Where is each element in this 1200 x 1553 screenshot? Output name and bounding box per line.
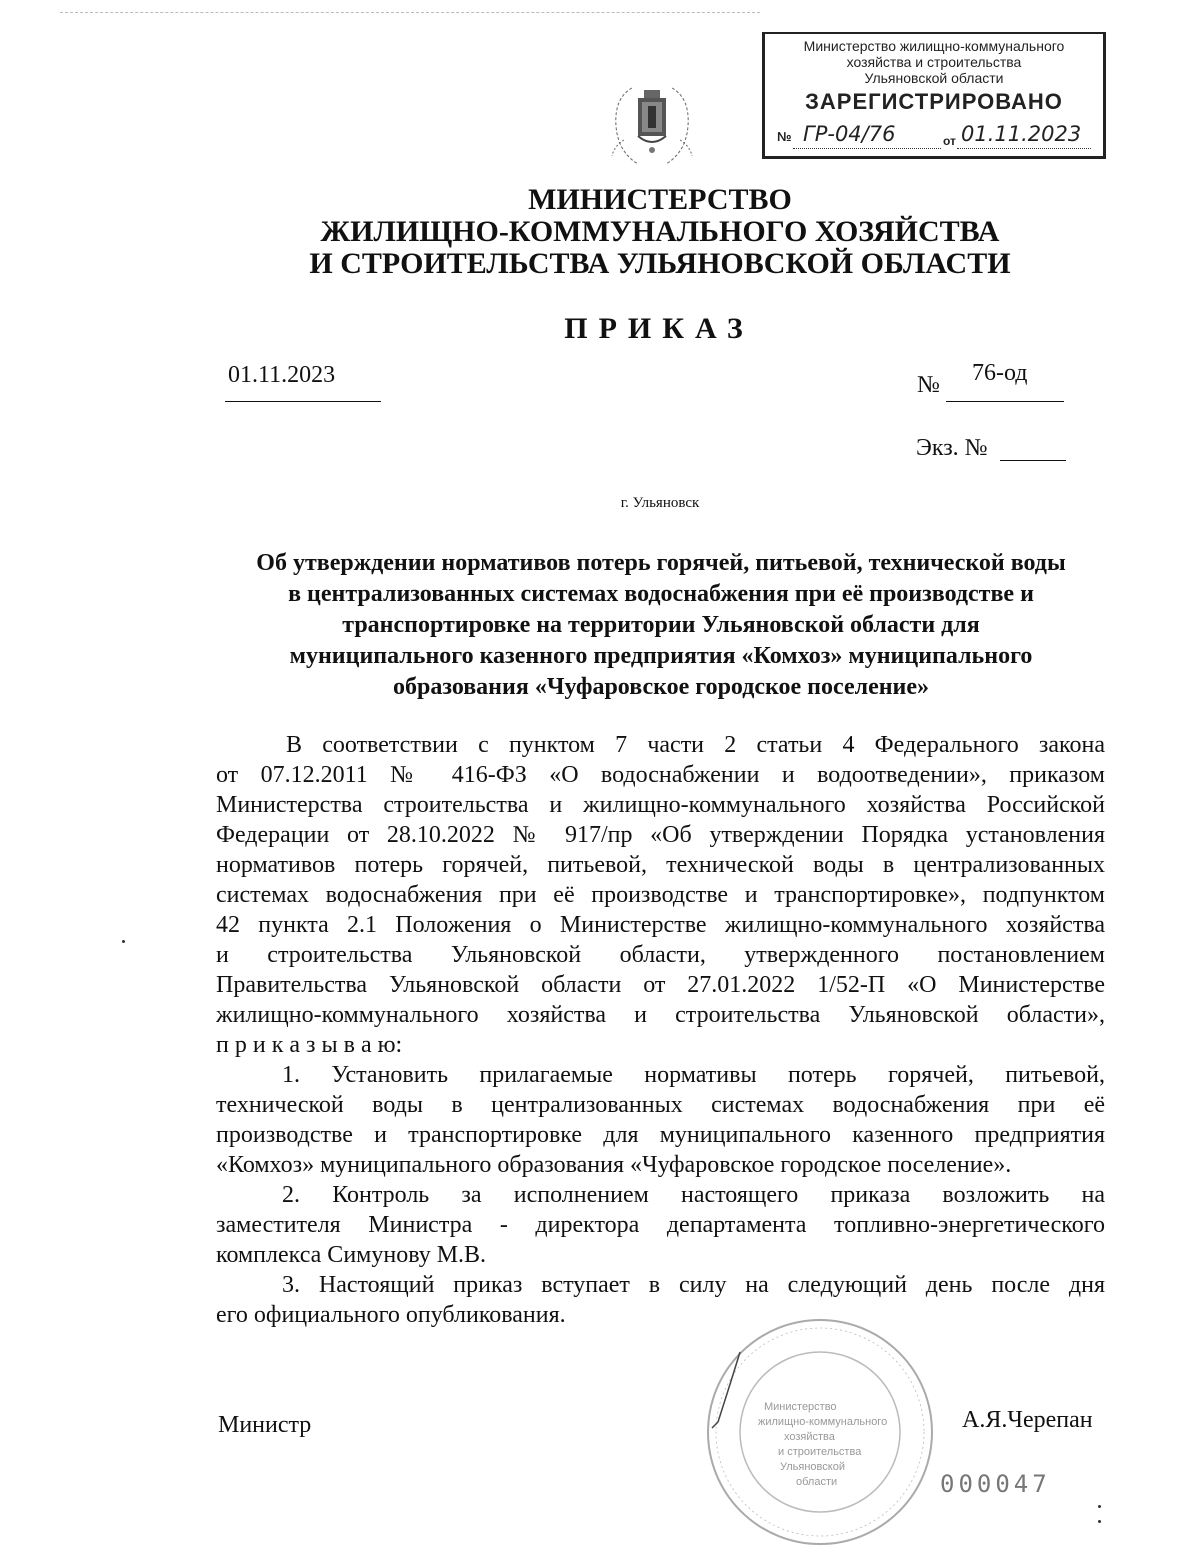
item-1-line-1: 1. Установить прилагаемые нормативы потерь горячей, питьевой,	[282, 1062, 1105, 1088]
item-2-line-1: 2. Контроль за исполнением настоящего приказа возложить на	[282, 1182, 1105, 1208]
stamp-date-underline	[957, 148, 1091, 149]
copy-number-label: Экз. №	[916, 435, 988, 461]
item-3-line-1: 3. Настоящий приказ вступает в силу на следующий день после дня	[282, 1272, 1105, 1298]
seal-center-line-3: хозяйства	[784, 1431, 835, 1443]
ministry-name-line-2: ЖИЛИЩНО-КОММУНАЛЬНОГО ХОЗЯЙСТВА	[320, 215, 1000, 248]
seal-center-line-2: жилищно-коммунального	[758, 1416, 888, 1428]
stamp-line-1: Министерство жилищно-коммунального	[803, 38, 1065, 54]
ministry-name-line-3: И СТРОИТЕЛЬСТВА УЛЬЯНОВСКОЙ ОБЛАСТИ	[309, 247, 1011, 280]
item-3-line-2: его официального опубликования.	[216, 1302, 566, 1328]
seal-center-line-1: Министерство	[764, 1401, 837, 1413]
title-line-5: образования «Чуфаровское городское поселение»	[392, 674, 930, 700]
stamp-number-underline	[793, 148, 941, 149]
item-2-line-2: заместителя Министра - директора департамента топливно-энергетического	[216, 1212, 1105, 1238]
stamp-line-3: Ульяновской области	[864, 70, 1004, 86]
scan-speck	[1098, 1505, 1101, 1508]
seal-center-line-5: Ульяновской	[780, 1461, 845, 1473]
signature-stroke-tail	[712, 1422, 718, 1428]
stamp-date-value: 01.11.2023	[961, 122, 1082, 146]
signature-stroke	[718, 1352, 740, 1422]
signer-name: А.Я.Черепан	[962, 1407, 1093, 1433]
order-number-label: №	[917, 372, 940, 398]
preamble-line-10: жилищно-коммунального хозяйства и строительства Ульяновской области»,	[216, 1002, 1105, 1028]
preamble-line-5: нормативов потерь горячей, питьевой, технической воды в централизованных	[216, 852, 1105, 878]
stamp-number-value: ГР-04/76	[803, 122, 896, 146]
title-line-4: муниципального казенного предприятия «Комхоз» муниципального	[289, 643, 1033, 669]
order-date: 01.11.2023	[228, 362, 336, 388]
document-type: ПРИКАЗ	[564, 312, 754, 345]
item-2-line-3: комплекса Симунову М.В.	[216, 1242, 487, 1268]
seal-center-line-4: и строительства	[778, 1446, 862, 1458]
seal-center-line-6: области	[796, 1476, 838, 1488]
coat-of-arms-emblem	[602, 80, 702, 172]
preamble-line-3: Министерства строительства и жилищно-коммунального хозяйства Российской	[216, 792, 1105, 818]
city: г. Ульяновск	[620, 495, 700, 511]
document-serial-number: 000047	[940, 1470, 1051, 1498]
registration-stamp	[762, 32, 1106, 159]
stamp-status: ЗАРЕГИСТРИРОВАНО	[805, 89, 1063, 114]
stamp-line-2: хозяйства и строительства	[846, 54, 1022, 70]
order-date-underline	[225, 401, 381, 402]
order-number: 76-од	[972, 360, 1028, 386]
item-1-line-4: «Комхоз» муниципального образования «Чуфаровское городское поселение».	[216, 1152, 1012, 1178]
scan-edge-line	[60, 12, 760, 13]
stamp-number-label: №	[777, 129, 792, 144]
title-line-2: в централизованных системах водоснабжения при её производстве и	[288, 581, 1034, 607]
preamble-line-9: Правительства Ульяновской области от 27.01.2022 1/52-П «О Министерстве	[216, 972, 1105, 998]
order-number-underline	[946, 401, 1064, 402]
official-seal	[700, 1312, 940, 1552]
preamble-line-8: и строительства Ульяновской области, утвержденного постановлением	[216, 942, 1105, 968]
signer-title: Министр	[218, 1412, 312, 1438]
preamble-line-6: системах водоснабжения при её производстве и транспортировке», подпунктом	[216, 882, 1105, 908]
title-line-1: Об утверждении нормативов потерь горячей, питьевой, технической воды	[256, 550, 1066, 576]
ministry-name-line-1: МИНИСТЕРСТВО	[528, 183, 792, 216]
order-word: п р и к а з ы в а ю:	[216, 1032, 403, 1058]
preamble-line-1: В соответствии с пунктом 7 части 2 статьи 4 Федерального закона	[286, 732, 1105, 758]
scan-speck	[1098, 1520, 1101, 1523]
preamble-line-4: Федерации от 28.10.2022 № 917/пр «Об утверждении Порядка установления	[216, 822, 1105, 848]
stamp-date-label: от	[943, 134, 956, 148]
scan-speck	[122, 940, 125, 943]
item-1-line-2: технической воды в централизованных системах водоснабжения при её	[216, 1092, 1105, 1118]
copy-number-underline	[1000, 460, 1066, 461]
preamble-line-2: от 07.12.2011 № 416-ФЗ «О водоснабжении и водоотведении», приказом	[216, 762, 1105, 788]
preamble-line-7: 42 пункта 2.1 Положения о Министерстве жилищно-коммунального хозяйства	[216, 912, 1105, 938]
item-1-line-3: производстве и транспортировке для муниципального казенного предприятия	[216, 1122, 1105, 1148]
title-line-3: транспортировке на территории Ульяновской области для	[342, 612, 980, 638]
